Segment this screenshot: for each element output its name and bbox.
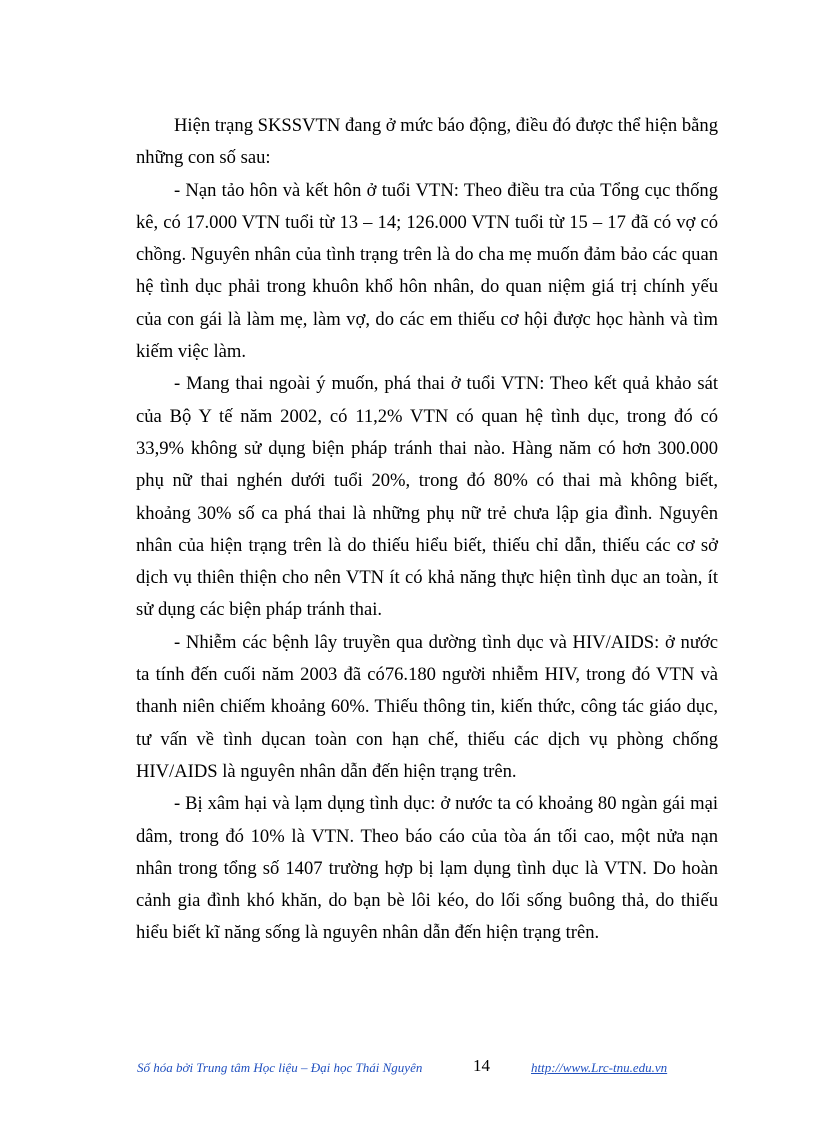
footer-website-link[interactable]: http://www.Lrc-tnu.edu.vn	[531, 1060, 668, 1075]
page-footer	[0, 1056, 816, 1080]
paragraph-child-marriage: - Nạn tảo hôn và kết hôn ở tuổi VTN: Theo điều tra của Tổng cục thống kê, có 17.000 VTN tuổi từ 13 – 14; 126.000 VTN tuổi từ 15 – 17 đã có vợ có chồng. Nguyên nhân của tình trạng trên là do cha mẹ muốn đảm bảo các quan hệ tình dục phải trong khuôn khổ hôn nhân, do quan niệm giá trị chính yếu của con gái là làm mẹ, làm vợ, do các em thiếu cơ hội được học hành và tìm kiếm việc làm.	[136, 179, 718, 363]
page-number: 14	[473, 1056, 490, 1075]
paragraph-std-hiv: - Nhiễm các bệnh lây truyền qua dường tình dục và HIV/AIDS: ở nước ta tính đến cuối năm 2003 đã có76.180 người nhiễm HIV, trong đó VTN và thanh niên chiếm khoảng 60%. Thiếu thông tin, kiến thức, công tác giáo dục, tư vấn về tình dụcan toàn con hạn chế, thiếu các dịch vụ phòng chống HIV/AIDS là nguyên nhân dẫn đến hiện trạng trên.	[136, 631, 718, 782]
paragraph-unwanted-pregnancy: - Mang thai ngoài ý muốn, phá thai ở tuổi VTN: Theo kết quả khảo sát của Bộ Y tế năm 2002, có 11,2% VTN có quan hệ tình dục, trong đó có 33,9% không sử dụng biện pháp tránh thai nào. Hàng năm có hơn 300.000 phụ nữ thai nghén dưới tuổi 20%, trong đó 80% có thai mà không biết, khoảng 30% số ca phá thai là những phụ nữ trẻ chưa lập gia đình. Nguyên nhân của hiện trạng trên là do thiếu hiểu biết, thiếu chỉ dẫn, thiếu các cơ sở dịch vụ thiên thiện cho nên VTN ít có khả năng thực hiện tình dục an toàn, ít sử dụng các biện pháp tránh thai.	[136, 373, 718, 621]
footer-credit: Số hóa bởi Trung tâm Học liệu – Đại học Thái Nguyên	[137, 1060, 423, 1075]
page-body	[136, 110, 718, 950]
paragraph-intro: Hiện trạng SKSSVTN đang ở mức báo động, điều đó được thể hiện bằng những con số sau:	[136, 115, 718, 169]
paragraph-sexual-abuse: - Bị xâm hại và lạm dụng tình dục: ở nước ta có khoảng 80 ngàn gái mại dâm, trong đó 10% là VTN. Theo báo cáo của tòa án tối cao, một nửa nạn nhân trong tổng số 1407 trường hợp bị lạm dụng tình dục là VTN. Do hoàn cảnh gia đình khó khăn, do bạn bè lôi kéo, do lối sống buông thả, do thiếu hiểu biết kĩ năng sống là nguyên nhân dẫn đến hiện trạng trên.	[136, 793, 718, 944]
